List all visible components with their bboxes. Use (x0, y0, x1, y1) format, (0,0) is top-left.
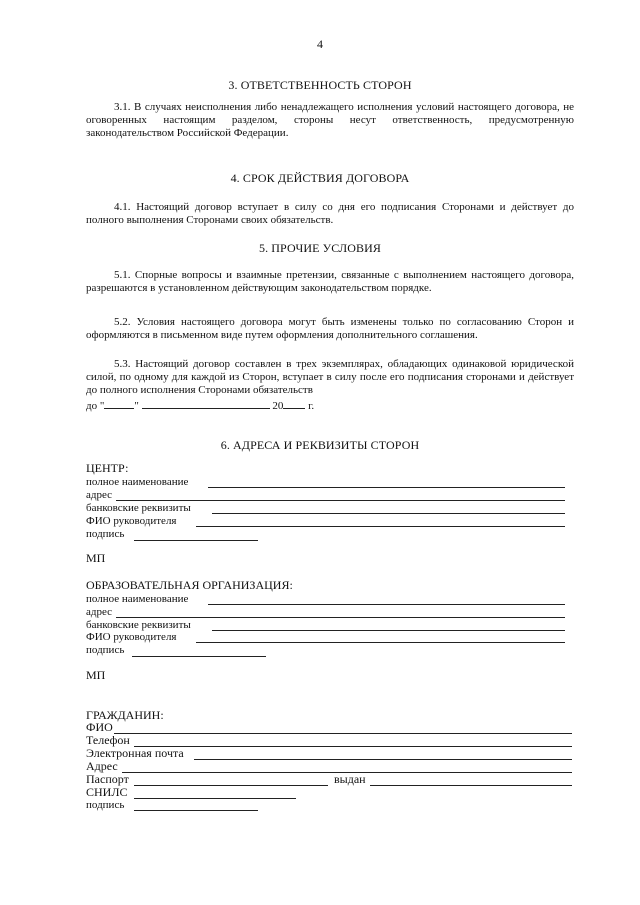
org-full-name-field[interactable] (208, 604, 565, 605)
org-bank-field[interactable] (212, 630, 565, 631)
center-signature-field[interactable] (134, 540, 258, 541)
org-signature-field[interactable] (132, 656, 266, 657)
org-bank-label: банковские реквизиты (86, 619, 191, 631)
section-3-paragraph-1: 3.1. В случаях неисполнения либо ненадлежащего исполнения условий настоящего договора, не оговоренных настоящим разделом, стороны несут ответственность, предусмотренную законодательством Российской Федерации. (86, 101, 574, 139)
center-address-label: адрес (86, 489, 113, 501)
citizen-phone-field[interactable] (134, 746, 572, 747)
citizen-email-field[interactable] (194, 759, 572, 760)
section-4-heading: 4. СРОК ДЕЙСТВИЯ ДОГОВОРА (230, 171, 410, 185)
citizen-fio-field[interactable] (114, 733, 572, 734)
center-stamp: МП (86, 551, 106, 565)
citizen-passport-label: Паспорт (86, 772, 129, 786)
citizen-email-label: Электронная почта (86, 746, 184, 760)
date-day-field[interactable] (104, 398, 134, 409)
citizen-phone-label: Телефон (86, 733, 130, 747)
date-year-prefix: 20 (272, 400, 284, 412)
citizen-title: ГРАЖДАНИН: (86, 708, 164, 722)
citizen-address-label: Адрес (86, 759, 118, 773)
contract-term-date (86, 398, 314, 413)
center-director-field[interactable] (196, 526, 565, 527)
citizen-signature-field[interactable] (134, 810, 258, 811)
section-6-heading: 6. АДРЕСА И РЕКВИЗИТЫ СТОРОН (220, 438, 420, 452)
date-year-field[interactable] (283, 398, 305, 409)
section-5-heading: 5. ПРОЧИЕ УСЛОВИЯ (258, 241, 382, 255)
center-full-name-field[interactable] (208, 487, 565, 488)
citizen-fio-label: ФИО (86, 720, 113, 734)
citizen-passport-field[interactable] (134, 785, 328, 786)
org-stamp: МП (86, 668, 106, 682)
org-director-label: ФИО руководителя (86, 631, 177, 643)
center-director-label: ФИО руководителя (86, 515, 177, 527)
center-full-name-label: полное наименование (86, 476, 189, 488)
date-month-field[interactable] (142, 398, 270, 409)
section-5-paragraph-3: 5.3. Настоящий договор составлен в трех экземплярах, обладающих одинаковой юридической силой, по одному для каждой из Сторон, вступает в силу после его подписания сторонами и действует до полного исполнения Сторонами обязательств (86, 358, 574, 396)
citizen-signature-label: подпись (86, 799, 125, 811)
center-address-field[interactable] (116, 500, 565, 501)
center-bank-label: банковские реквизиты (86, 502, 191, 514)
center-title: ЦЕНТР: (86, 461, 129, 475)
citizen-snils-label: СНИЛС (86, 785, 128, 799)
citizen-issued-label: выдан (334, 772, 366, 786)
page-number: 4 (317, 37, 323, 51)
section-5-paragraph-1: 5.1. Спорные вопросы и взаимные претензии, связанные с выполнением настоящего договора, разрешаются в установленном действующим законодательством порядке. (86, 269, 574, 294)
section-5-paragraph-2: 5.2. Условия настоящего договора могут быть изменены только по согласованию Сторон и оформляются в письменном виде путем оформления дополнительного соглашения. (86, 316, 574, 341)
section-4-paragraph-1: 4.1. Настоящий договор вступает в силу со дня его подписания Сторонами и действует до полного выполнения Сторонами своих обязательств. (86, 201, 574, 226)
org-signature-label: подпись (86, 644, 125, 656)
date-suffix: г. (308, 400, 315, 412)
org-address-field[interactable] (116, 617, 565, 618)
center-bank-field[interactable] (212, 513, 565, 514)
center-signature-label: подпись (86, 528, 125, 540)
org-address-label: адрес (86, 606, 113, 618)
date-prefix: до " (86, 400, 105, 412)
citizen-issued-field[interactable] (370, 785, 572, 786)
org-full-name-label: полное наименование (86, 593, 189, 605)
org-title: ОБРАЗОВАТЕЛЬНАЯ ОРГАНИЗАЦИЯ: (86, 578, 293, 592)
org-director-field[interactable] (196, 642, 565, 643)
citizen-snils-field[interactable] (134, 798, 296, 799)
date-quote: " (134, 400, 139, 412)
section-3-heading: 3. ОТВЕТСТВЕННОСТЬ СТОРОН (228, 78, 412, 92)
